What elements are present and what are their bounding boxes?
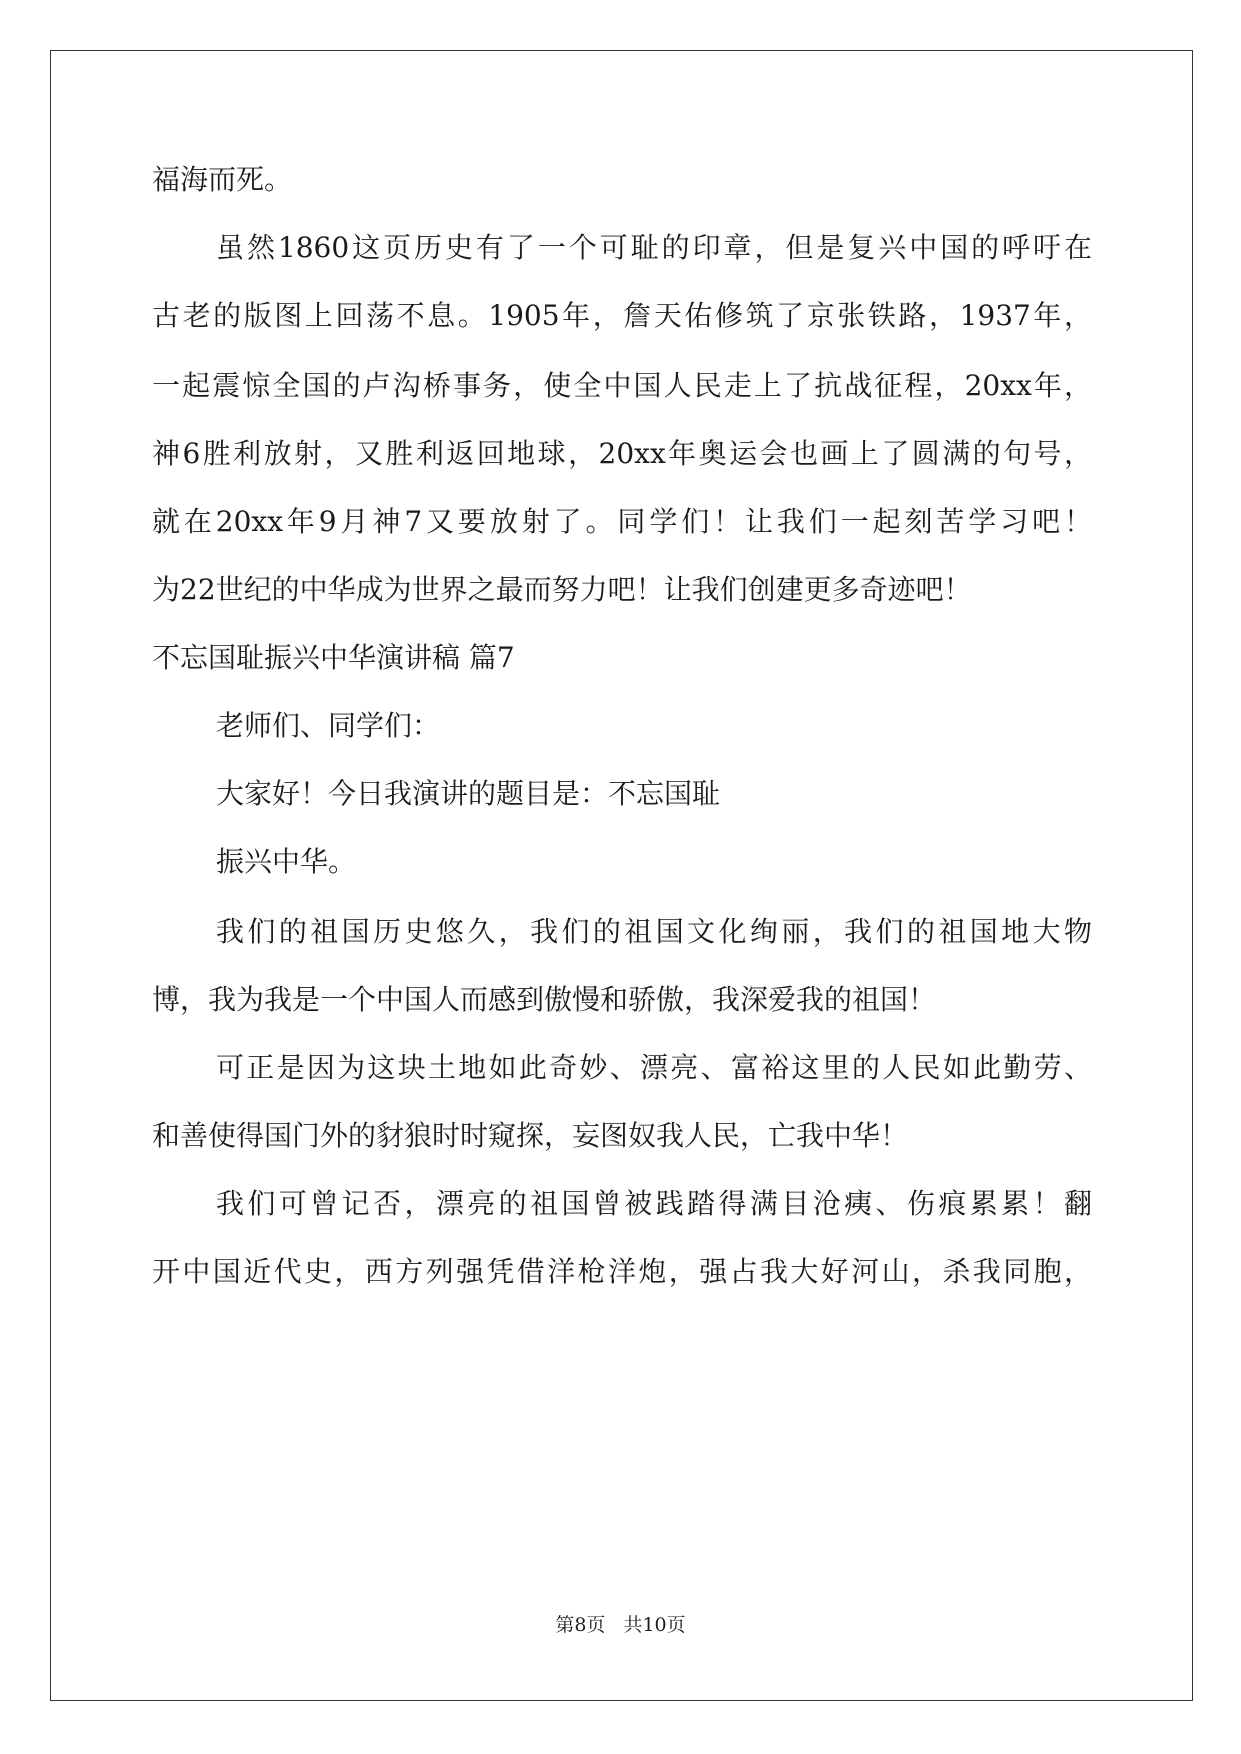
paragraph-line: 我们的祖国历史悠久，我们的祖国文化绚丽，我们的祖国地大物 [216, 915, 1092, 948]
paragraph-line: 博，我为我是一个中国人而感到傲慢和骄傲，我深爱我的祖国！ [152, 983, 937, 1016]
paragraph-line: 为22世纪的中华成为世界之最而努力吧！让我们创建更多奇迹吧！ [152, 573, 972, 606]
paragraph-line: 就在20xx年9月神7又要放射了。同学们！让我们一起刻苦学习吧！ [152, 505, 1092, 538]
salutation: 老师们、同学们： [216, 709, 441, 742]
paragraph-line: 虽然1860这页历史有了一个可耻的印章，但是复兴中国的呼吁在 [216, 231, 1092, 264]
section-heading: 不忘国耻振兴中华演讲稿 篇7 [152, 641, 515, 674]
paragraph-line: 可正是因为这块土地如此奇妙、漂亮、富裕这里的人民如此勤劳、 [216, 1051, 1092, 1084]
paragraph-line: 一起震惊全国的卢沟桥事务，使全中国人民走上了抗战征程，20xx年， [152, 369, 1092, 402]
paragraph-line: 古老的版图上回荡不息。1905年，詹天佑修筑了京张铁路，1937年， [152, 299, 1092, 332]
paragraph-line: 振兴中华。 [216, 845, 357, 878]
page-number: 第8页 [555, 1614, 606, 1636]
page-footer [0, 1610, 1241, 1637]
page-total: 共10页 [623, 1614, 686, 1636]
paragraph-line: 开中国近代史，西方列强凭借洋枪洋炮，强占我大好河山，杀我同胞， [152, 1255, 1092, 1288]
paragraph-line: 我们可曾记否，漂亮的祖国曾被践踏得满目沧痍、伤痕累累！翻 [216, 1187, 1092, 1220]
paragraph-line: 福海而死。 [152, 163, 293, 196]
paragraph-line: 神6胜利放射，又胜利返回地球，20xx年奥运会也画上了圆满的句号， [152, 437, 1092, 470]
paragraph-line: 和善使得国门外的豺狼时时窥探，妄图奴我人民，亡我中华！ [152, 1119, 909, 1152]
paragraph-line: 大家好！今日我演讲的题目是：不忘国耻 [216, 777, 721, 810]
